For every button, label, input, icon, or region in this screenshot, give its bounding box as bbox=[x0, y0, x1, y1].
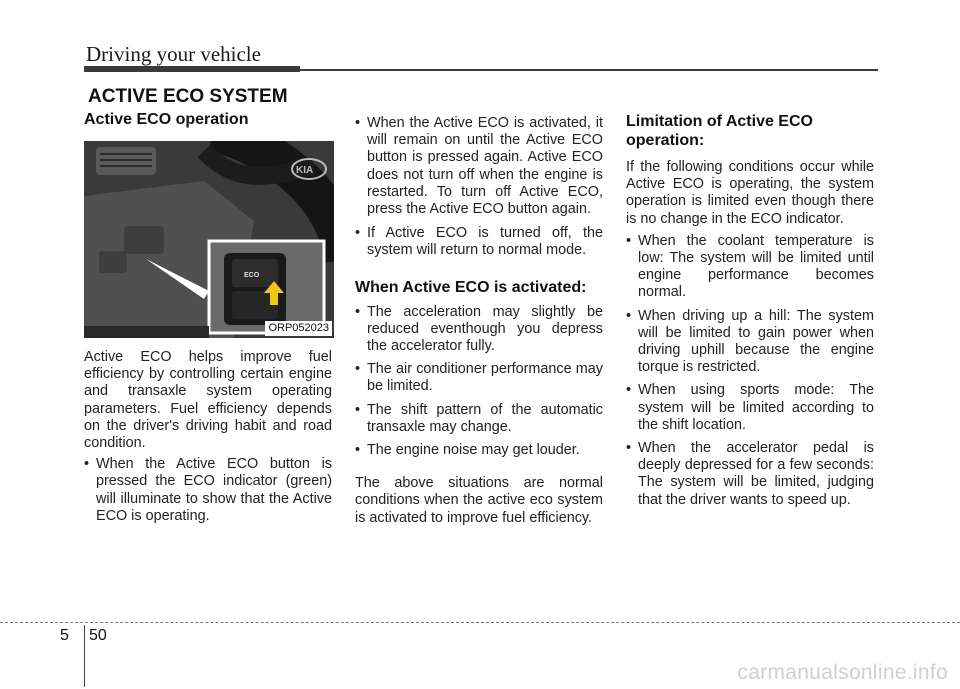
paragraph-intro: Active ECO helps improve fuel efficiency by controlling certain engine and transaxle system operating parameters. Fuel efficiency depends on the driver's driving habit and road condition. bbox=[84, 349, 332, 452]
watermark: carmanualsonline.info bbox=[737, 661, 948, 684]
list-item: • When the coolant temperature is low: The system will be limited until engine performance becomes normal. bbox=[626, 233, 874, 302]
list-item: • The air conditioner performance may be limited. bbox=[355, 361, 603, 395]
list-item: • When the Active ECO is activated, it will remain on until the Active ECO button is pressed again. Active ECO does not turn off when the engine is restarted. To turn off Active ECO, press the Active ECO button again. bbox=[355, 115, 603, 218]
list-item: • If Active ECO is turned off, the system will return to normal mode. bbox=[355, 225, 603, 259]
column-2 bbox=[355, 110, 603, 527]
list-item: • The acceleration may slightly be reduced eventhough you depress the accelerator fully. bbox=[355, 304, 603, 356]
paragraph-limitation-intro: If the following conditions occur while Active ECO is operating, the system operation is limited even though there is no change in the ECO indicator. bbox=[626, 159, 874, 227]
list-item: • When driving up a hill: The system will be limited to gain power when driving uphill because the engine torque is restricted. bbox=[626, 308, 874, 377]
column-1 bbox=[84, 110, 332, 525]
heading-active-eco-operation: Active ECO operation bbox=[84, 111, 249, 128]
heading-when-activated: When Active ECO is activated: bbox=[355, 278, 587, 296]
footer-divider bbox=[0, 622, 960, 623]
section-title: ACTIVE ECO SYSTEM bbox=[88, 86, 288, 107]
list-item: • When using sports mode: The system will be limited according to the shift location. bbox=[626, 382, 874, 434]
list-item: • The shift pattern of the automatic transaxle may change. bbox=[355, 402, 603, 436]
column-3 bbox=[626, 110, 874, 509]
dashboard-photo bbox=[84, 141, 334, 338]
list-item: • When the Active ECO button is pressed the ECO indicator (green) will illuminate to show that the Active ECO is operating. bbox=[84, 456, 332, 525]
dashboard-illustration bbox=[84, 141, 334, 338]
page-number: 50 bbox=[89, 627, 107, 644]
chapter-number: 5 bbox=[60, 627, 69, 644]
header-rule-thin bbox=[300, 69, 878, 71]
paragraph-normal-conditions: The above situations are normal conditions when the active eco system is activated to improve fuel efficiency. bbox=[355, 475, 603, 526]
header-title: Driving your vehicle bbox=[86, 42, 261, 66]
list-item: • When the accelerator pedal is deeply depressed for a few seconds: The system will be limited, judging that the driver wants to speed up. bbox=[626, 440, 874, 509]
eco-button-label: ECO bbox=[244, 272, 260, 279]
heading-limitation: Limitation of Active ECO operation: bbox=[626, 113, 813, 149]
footer-vertical-rule bbox=[84, 625, 85, 687]
header-rule-thick bbox=[84, 66, 300, 72]
svg-text:KIA: KIA bbox=[296, 165, 314, 176]
image-caption: ORP052023 bbox=[265, 321, 332, 336]
list-item: • The engine noise may get louder. bbox=[355, 442, 603, 459]
